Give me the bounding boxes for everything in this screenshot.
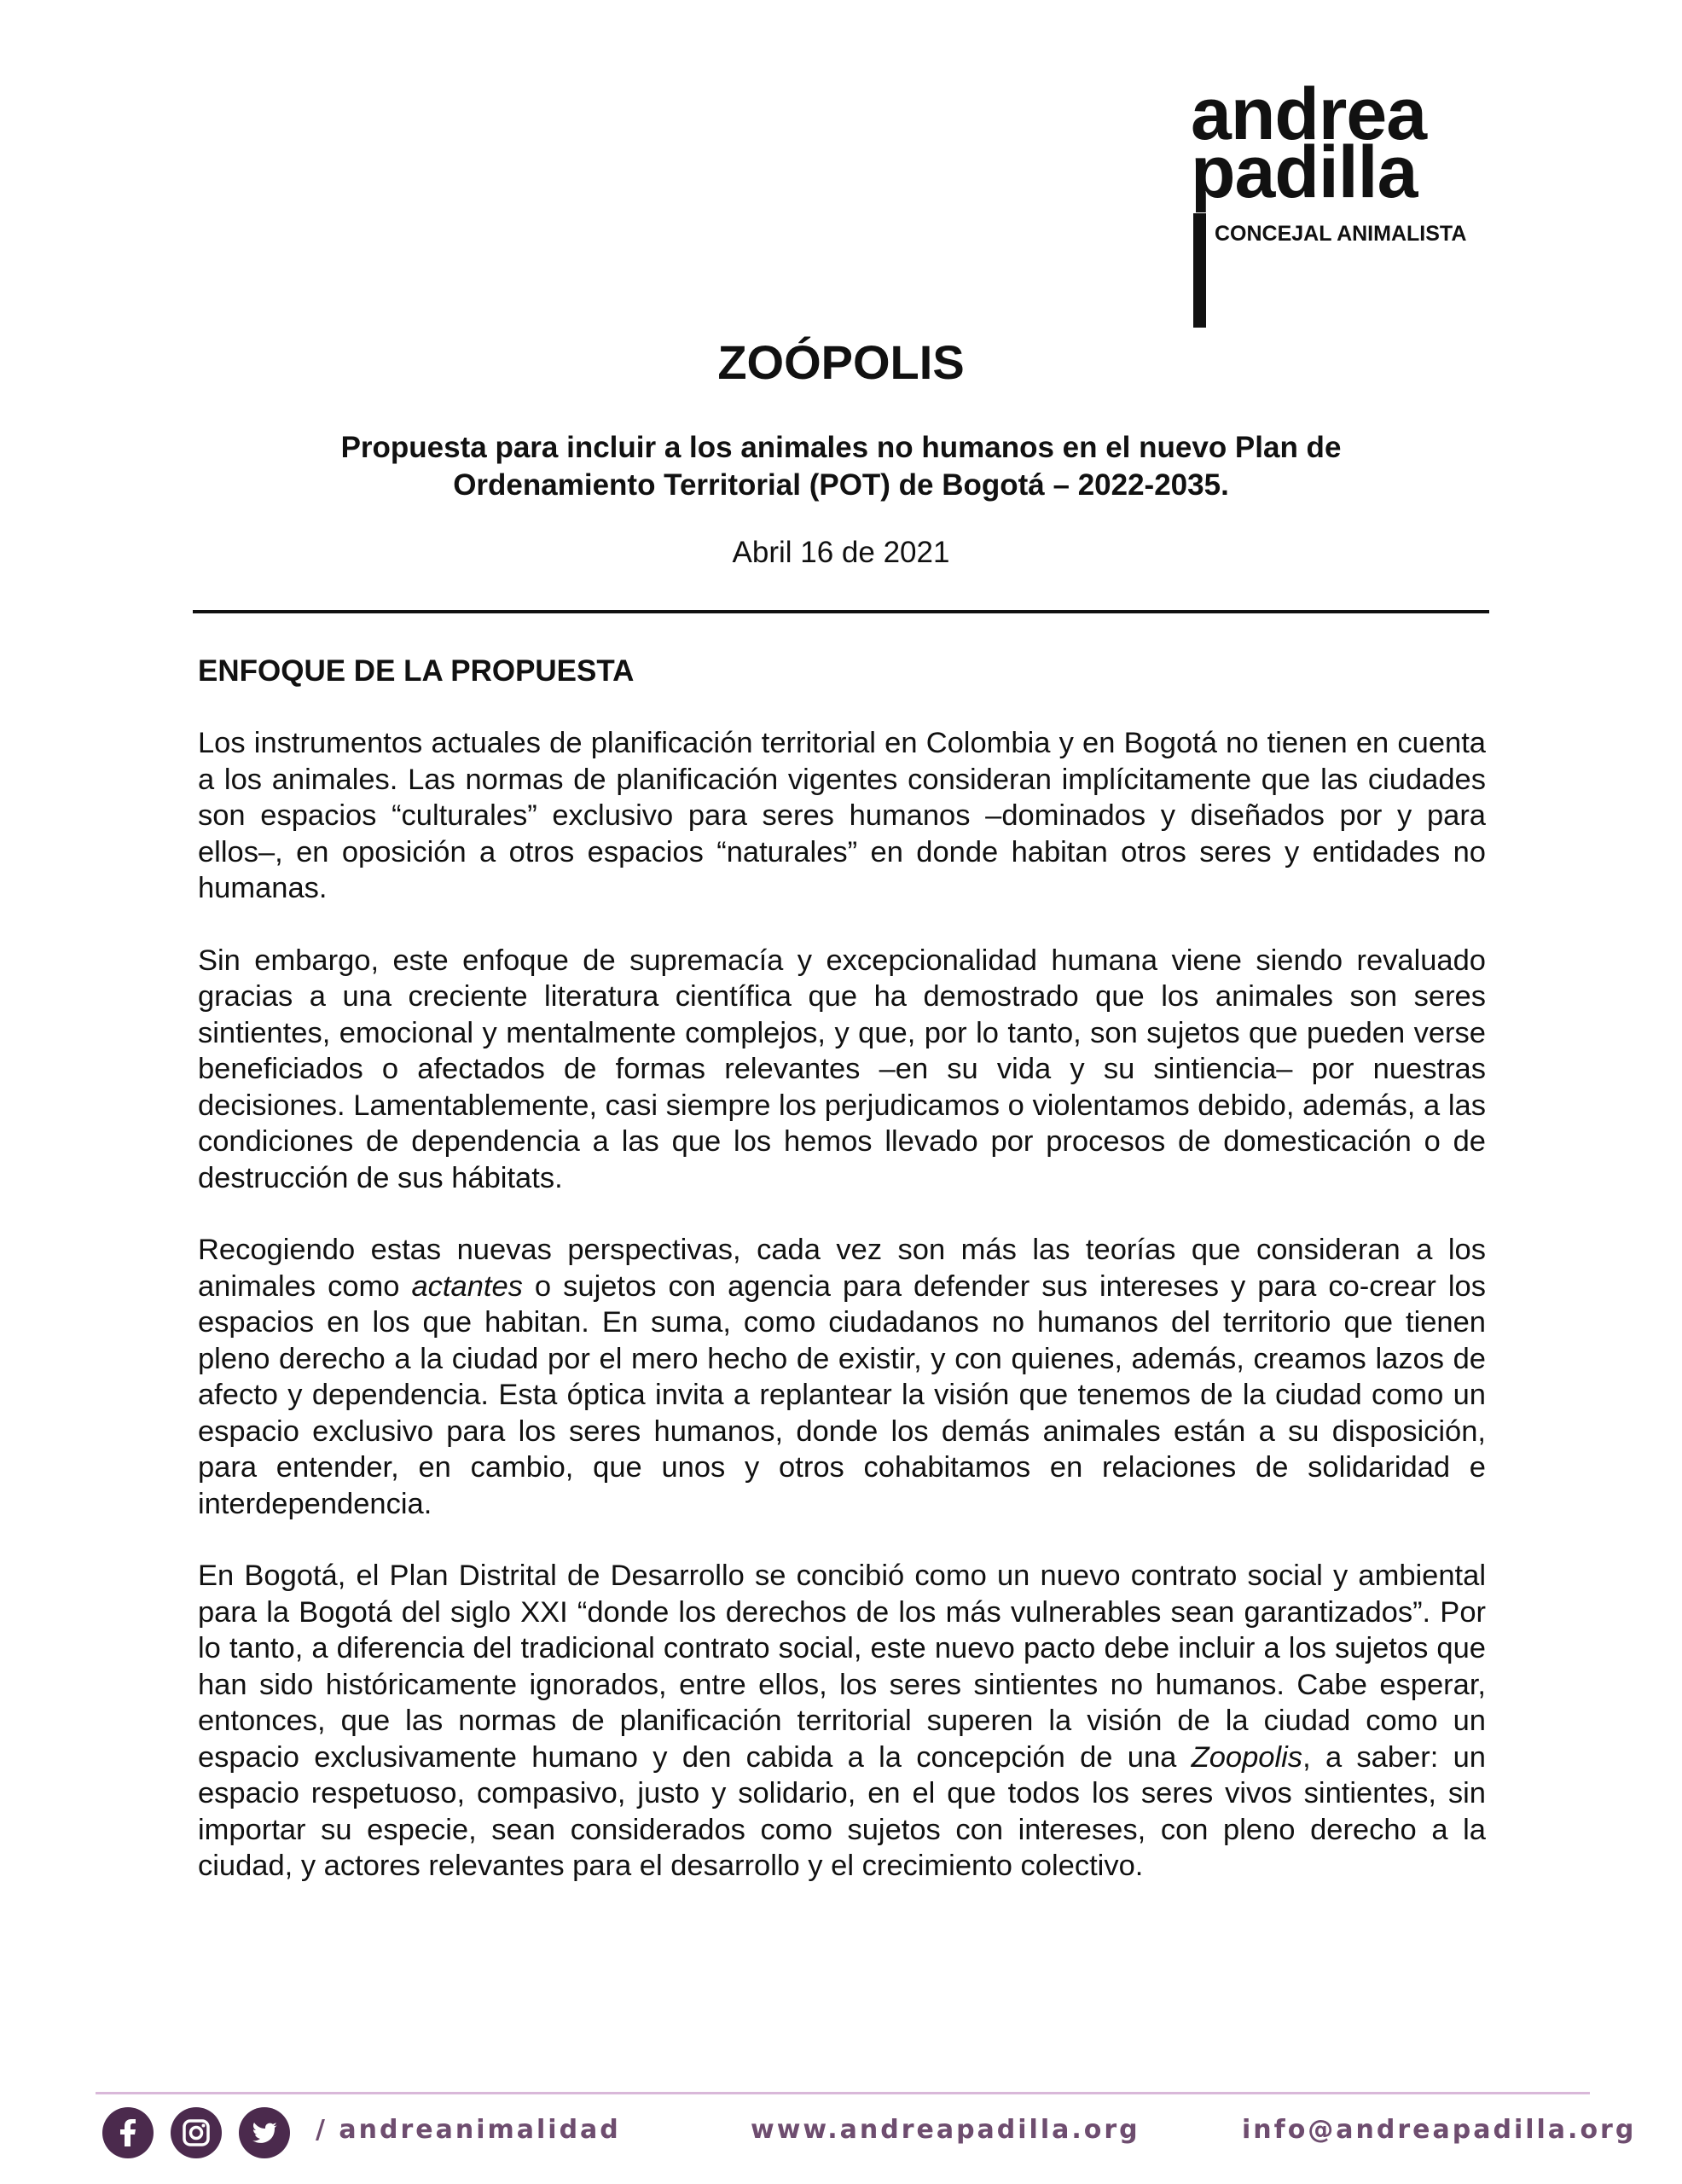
divider — [193, 610, 1489, 613]
paragraph-3-part-a: Recogiendo estas nuevas perspectivas, cada vez son más las teorías que consideran a los animales como — [198, 1234, 1486, 1303]
document-date: Abril 16 de 2021 — [732, 536, 950, 569]
facebook-icon[interactable] — [102, 2107, 154, 2158]
paragraph-3-emphasis: actantes — [411, 1269, 523, 1303]
website-link[interactable]: www.andreapadilla.org — [751, 2115, 1140, 2145]
section-heading: ENFOQUE DE LA PROPUESTA — [198, 654, 635, 688]
paragraph-1: Los instrumentos actuales de planificación territorial en Colombia y en Bogotá no tienen en cuenta a los animales. Las normas de planificación vigentes consideran implícitamente que las ciudades son espacios “culturales” exclusivo para seres humanos –dominados y diseñados por y para ellos–, en oposición a otros espacios “naturales” en donde habitan otros seres y entidades no humanas. — [198, 727, 1486, 904]
subtitle-line-1: Propuesta para incluir a los animales no humanos en el nuevo Plan de — [340, 431, 1342, 464]
paragraph-4-emphasis: Zoopolis — [1191, 1740, 1303, 1774]
paragraph-3-part-b: o sujetos con agencia para defender sus intereses y para co-crear los espacios en los que habitan. En suma, como ciudadanos no humanos del territorio que tienen pleno derecho a la ciudad por el mero hecho de existir, y con quienes, además, creamos lazos de afecto y dependencia. Esta óptica invita a replantear la visión que tenemos de la ciudad como un espacio exclusivo para los seres humanos, donde los demás animales están a su disposición, para entender, en cambio, que unos y otros cohabitamos en relaciones de solidaridad e interdependencia. — [198, 1269, 1486, 1520]
paragraph-4-part-a: En Bogotá, el Plan Distrital de Desarrollo se concibió como un nuevo contrato social y ambiental para la Bogotá del siglo XXI “donde los derechos de los más vulnerables sean garantizados”. Por lo tanto, a diferencia del tradicional contrato social, este nuevo pacto debe incluir a los sujetos que han sido históricamente ignorados, entre ellos, los seres sintientes no humanos. Cabe esperar, entonces, que las normas de planificación territorial superen la visión de la ciudad como un espacio exclusivamente humano y den cabida a la concepción de una — [198, 1560, 1486, 1774]
logo-tagline: CONCEJAL ANIMALISTA — [1215, 222, 1467, 246]
subtitle-line-2: Ordenamiento Territorial (POT) de Bogotá – 2022-2035. — [453, 468, 1229, 502]
twitter-icon[interactable] — [239, 2107, 290, 2158]
logo-descender — [1193, 213, 1206, 328]
logo — [1191, 73, 1467, 246]
logo-name-last: padilla — [1191, 131, 1418, 213]
paragraph-3 — [198, 1232, 1486, 1522]
email-link[interactable]: info@andreapadilla.org — [1242, 2115, 1637, 2145]
footer-divider — [96, 2092, 1590, 2094]
paragraph-2: Sin embargo, este enfoque de supremacía y excepcionalidad humana viene siendo revaluado gracias a una creciente literatura científica que ha demostrado que los animales son seres sintientes, emocional y mentalmente complejos, y que, por lo tanto, son sujetos que pueden verse beneficiados o afectados de formas relevantes –en su vida y su sintiencia– por nuestras decisiones. Lamentablemente, casi siempre los perjudicamos o violentamos debido, además, a las condiciones de dependencia a las que los hemos llevado por procesos de domesticación o de destrucción de sus hábitats. — [198, 944, 1486, 1194]
instagram-icon[interactable] — [171, 2107, 222, 2158]
document-body — [198, 725, 1486, 1920]
logo-name-first: andrea — [1191, 73, 1427, 155]
paragraph-4 — [198, 1558, 1486, 1885]
document-subtitle — [0, 429, 1682, 504]
footer — [102, 2103, 1637, 2163]
paragraph-4-part-b: , a saber: un espacio respetuoso, compasivo, justo y solidario, en el que todos los seres vivos sintientes, sin importar su especie, sean considerados como sujetos con intereses, con pleno derecho a la ciudad, y actores relevantes para el desarrollo y el crecimiento colectivo. — [198, 1740, 1486, 1882]
social-handle[interactable]: / andreanimalidad — [316, 2115, 621, 2145]
document-title: ZOÓPOLIS — [717, 335, 965, 389]
